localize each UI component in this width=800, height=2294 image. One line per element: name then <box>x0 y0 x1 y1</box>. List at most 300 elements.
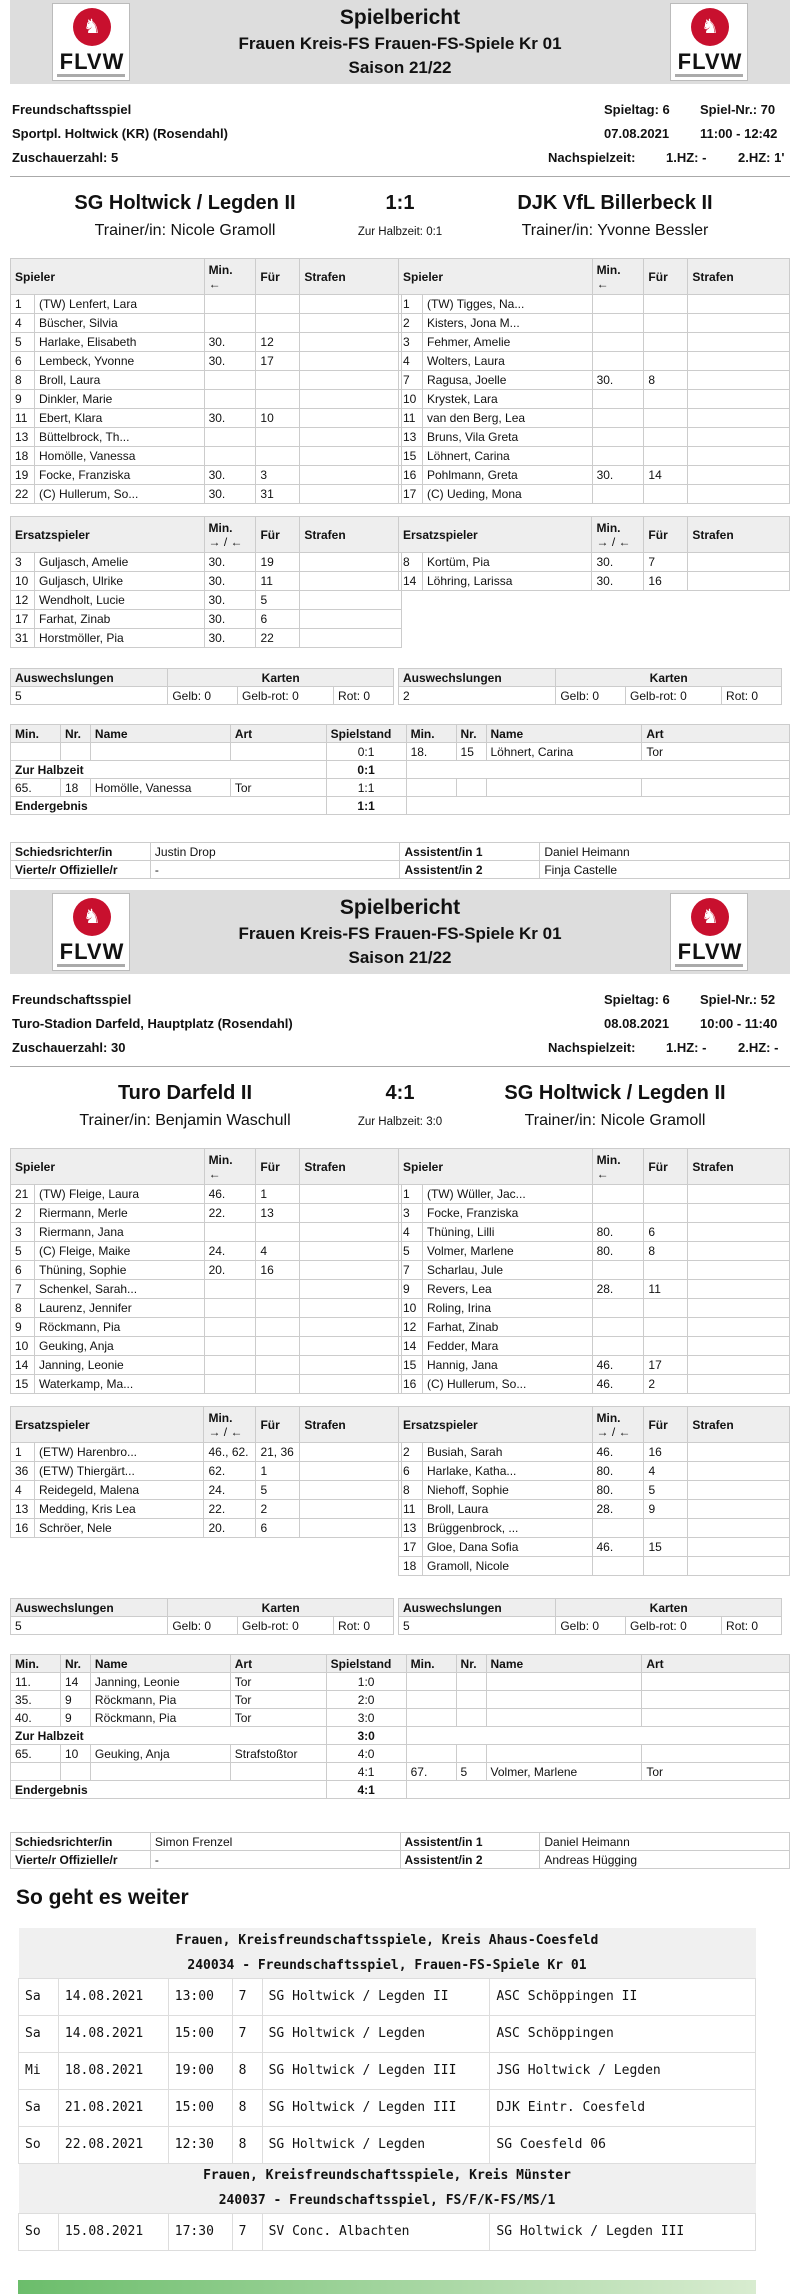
player-fuer <box>644 1261 688 1280</box>
player-name: (TW) Fleige, Laura <box>34 1185 204 1204</box>
table-row <box>11 610 402 629</box>
fixture-date: 14.08.2021 <box>58 2015 168 2052</box>
col-player: Ersatzspieler <box>11 1407 204 1443</box>
player-nr: 9 <box>11 390 35 409</box>
table-row <box>399 1242 790 1261</box>
player-min: 62. <box>204 1462 256 1481</box>
away-cards-table <box>398 668 782 705</box>
event-cell: 10 <box>60 1745 90 1763</box>
event-row <box>11 1763 790 1781</box>
table-row <box>399 1337 790 1356</box>
player-nr: 16 <box>399 466 423 485</box>
spiel-nr: Spiel-Nr.: 70 <box>700 102 776 117</box>
nachspielzeit-label: Nachspielzeit: <box>548 1040 636 1055</box>
event-cell <box>230 743 326 761</box>
event-empty <box>406 1781 789 1799</box>
col-penalties: Strafen <box>688 1407 790 1443</box>
col-penalties: Strafen <box>300 1407 402 1443</box>
player-fuer <box>644 1337 688 1356</box>
player-penalty <box>300 295 402 314</box>
table-row <box>11 1617 394 1635</box>
fixture-row[interactable] <box>19 1978 756 2015</box>
col-minute-label: Min. <box>596 262 621 277</box>
event-cell: 67. <box>406 1763 456 1781</box>
player-name: Büscher, Silvia <box>34 314 204 333</box>
player-nr: 16 <box>399 1375 423 1394</box>
table-row <box>399 466 790 485</box>
player-min <box>204 1375 256 1394</box>
event-cell <box>642 1745 790 1763</box>
event-label: Endergebnis <box>11 797 327 815</box>
table-row <box>11 1519 402 1538</box>
event-cell: 18 <box>60 779 90 797</box>
competition-name: 240037 - Freundschaftsspiel, FS/F/K-FS/MS/1 <box>19 2188 756 2213</box>
col-minute-label: Min. <box>596 1152 621 1167</box>
event-cell <box>406 779 456 797</box>
competition-header <box>19 1928 756 1953</box>
player-min: 80. <box>592 1242 644 1261</box>
official-name: Daniel Heimann <box>540 1833 790 1851</box>
col-auswechslungen: Auswechslungen <box>11 1599 168 1617</box>
event-label: Zur Halbzeit <box>11 1727 327 1745</box>
table-row <box>11 629 402 648</box>
fixture-row[interactable] <box>19 2126 756 2163</box>
event-score: 3:0 <box>326 1727 406 1745</box>
player-fuer <box>256 1356 300 1375</box>
player-fuer: 8 <box>644 371 688 390</box>
player-nr: 13 <box>399 1519 423 1538</box>
schedule-table <box>18 1928 756 2251</box>
officials-row <box>11 861 790 879</box>
player-fuer <box>644 295 688 314</box>
player-fuer: 2 <box>256 1500 300 1519</box>
season: Saison 21/22 <box>348 948 452 967</box>
home-cards-table <box>10 1598 394 1635</box>
table-row <box>399 553 790 572</box>
fixture-home: SG Holtwick / Legden <box>262 2015 490 2052</box>
player-fuer: 16 <box>256 1261 300 1280</box>
col-minute-label: Min. <box>596 1410 621 1425</box>
event-row <box>11 1745 790 1763</box>
event-cell <box>642 779 790 797</box>
player-penalty <box>300 1375 402 1394</box>
events-col: Name <box>90 1655 230 1673</box>
player-min: 24. <box>204 1481 256 1500</box>
player-nr: 14 <box>399 572 423 591</box>
table-header <box>11 259 402 295</box>
match-date: 08.08.2021 <box>604 1016 670 1031</box>
event-cell <box>456 779 486 797</box>
logo-text: FLVW <box>59 939 125 964</box>
event-cell: Röckmann, Pia <box>90 1709 230 1727</box>
event-score: 4:1 <box>326 1781 406 1799</box>
table-header <box>11 669 394 687</box>
red-cards: Rot: 0 <box>722 687 782 705</box>
player-nr: 4 <box>11 1481 35 1500</box>
player-name: Fehmer, Amelie <box>422 333 592 352</box>
player-min: 28. <box>592 1280 644 1299</box>
event-cell: 35. <box>11 1691 61 1709</box>
player-min <box>592 390 644 409</box>
player-penalty <box>300 629 402 648</box>
player-nr: 10 <box>399 390 423 409</box>
events-col: Nr. <box>456 1655 486 1673</box>
player-penalty <box>300 333 402 352</box>
col-minute <box>592 259 644 295</box>
player-fuer: 12 <box>256 333 300 352</box>
table-row <box>399 295 790 314</box>
fixture-away: JSG Holtwick / Legden <box>490 2052 756 2089</box>
player-penalty <box>688 1337 790 1356</box>
player-fuer <box>256 1318 300 1337</box>
player-min <box>204 390 256 409</box>
player-fuer: 10 <box>256 409 300 428</box>
player-min <box>592 1519 644 1538</box>
fixture-weekday: Sa <box>19 2015 59 2052</box>
player-penalty <box>688 1356 790 1375</box>
player-penalty <box>688 1500 790 1519</box>
col-penalties: Strafen <box>688 259 790 295</box>
player-name: Broll, Laura <box>422 1500 592 1519</box>
fixture-round: 8 <box>232 2089 262 2126</box>
schedule-block <box>18 1928 756 2251</box>
match-type: Freundschaftsspiel <box>12 992 132 1007</box>
table-row <box>399 1557 790 1576</box>
player-name: Brüggenbrock, ... <box>422 1519 592 1538</box>
player-nr: 8 <box>11 371 35 390</box>
col-minute-label: Min. <box>596 520 621 535</box>
player-nr: 10 <box>11 1337 35 1356</box>
player-name: Lembeck, Yvonne <box>34 352 204 371</box>
score: 1:1 <box>385 192 415 214</box>
player-name: Löhring, Larissa <box>422 572 592 591</box>
event-cell <box>642 1691 790 1709</box>
player-fuer: 7 <box>644 553 688 572</box>
official-name: Justin Drop <box>150 843 400 861</box>
player-name: (ETW) Harenbro... <box>34 1443 203 1462</box>
fixture-round: 8 <box>232 2052 262 2089</box>
col-cards: Karten <box>556 669 782 687</box>
player-min: 80. <box>592 1481 644 1500</box>
player-name: Farhat, Zinab <box>422 1318 592 1337</box>
player-fuer <box>256 447 300 466</box>
player-fuer: 17 <box>644 1356 688 1375</box>
fixture-row[interactable] <box>19 2015 756 2052</box>
event-cell <box>456 1691 486 1709</box>
col-minute <box>204 1407 256 1443</box>
player-nr: 14 <box>399 1337 423 1356</box>
player-min: 24. <box>204 1242 256 1261</box>
player-penalty <box>688 1299 790 1318</box>
player-penalty <box>688 1204 790 1223</box>
event-cell: Tor <box>230 779 326 797</box>
officials-table <box>10 1832 790 1869</box>
player-fuer <box>644 333 688 352</box>
fixture-home: SG Holtwick / Legden II <box>262 1978 490 2015</box>
player-penalty <box>688 1519 790 1538</box>
player-fuer <box>644 428 688 447</box>
player-penalty <box>300 1318 402 1337</box>
yellow-cards: Gelb: 0 <box>556 1617 626 1635</box>
player-nr: 1 <box>11 295 35 314</box>
player-min: 20. <box>204 1261 256 1280</box>
player-min: 46. <box>592 1538 644 1557</box>
events-col: Min. <box>11 1655 61 1673</box>
player-penalty <box>688 295 790 314</box>
player-penalty <box>688 390 790 409</box>
table-row <box>11 1299 402 1318</box>
col-minute-label: Min. <box>208 520 233 535</box>
player-fuer: 5 <box>256 591 300 610</box>
player-nr: 6 <box>11 352 35 371</box>
away-team: SG Holtwick / Legden II <box>504 1082 726 1104</box>
player-penalty <box>300 591 402 610</box>
player-min <box>592 1185 644 1204</box>
table-row <box>11 1261 402 1280</box>
fixture-time: 19:00 <box>168 2052 232 2089</box>
table-row <box>11 1242 402 1261</box>
events-col: Name <box>486 1655 642 1673</box>
player-name: (ETW) Thiergärt... <box>34 1462 203 1481</box>
player-penalty <box>688 428 790 447</box>
player-penalty <box>688 1538 790 1557</box>
col-minute <box>204 259 256 295</box>
player-min: 30. <box>592 572 644 591</box>
match-time: 11:00 - 12:42 <box>700 126 778 141</box>
event-cell <box>406 1745 456 1763</box>
fixture-weekday: Sa <box>19 1978 59 2015</box>
table-row <box>399 447 790 466</box>
event-cell <box>486 779 642 797</box>
flvw-logo <box>670 893 748 971</box>
fixture-row[interactable] <box>19 2089 756 2126</box>
player-name: (TW) Lenfert, Lara <box>34 295 204 314</box>
col-auswechslungen: Auswechslungen <box>399 669 556 687</box>
player-penalty <box>688 1280 790 1299</box>
event-empty <box>406 1727 789 1745</box>
player-name: Wendholt, Lucie <box>34 591 204 610</box>
col-minute <box>592 1149 644 1185</box>
player-min: 30. <box>204 629 256 648</box>
table-row <box>399 1481 790 1500</box>
event-row <box>11 761 790 779</box>
table-row <box>399 1318 790 1337</box>
table-row <box>11 1185 402 1204</box>
player-name: Ebert, Klara <box>34 409 204 428</box>
official-name: - <box>150 1851 400 1869</box>
player-fuer <box>644 1318 688 1337</box>
player-fuer: 19 <box>256 553 300 572</box>
table-row <box>399 485 790 504</box>
player-name: Roling, Irina <box>422 1299 592 1318</box>
event-cell: 9 <box>60 1691 90 1709</box>
player-fuer <box>256 1375 300 1394</box>
player-min: 30. <box>204 485 256 504</box>
officials-row <box>11 1833 790 1851</box>
table-row <box>11 1223 402 1242</box>
col-for: Für <box>256 259 300 295</box>
player-name: Guljasch, Amelie <box>34 553 204 572</box>
logo-text: FLVW <box>677 939 743 964</box>
event-cell: 3:0 <box>326 1709 406 1727</box>
event-cell <box>90 1763 230 1781</box>
divider <box>10 176 790 177</box>
player-nr: 2 <box>11 1204 35 1223</box>
event-cell: 4:1 <box>326 1763 406 1781</box>
col-minute <box>204 517 256 553</box>
player-fuer: 6 <box>256 1519 300 1538</box>
event-cell <box>11 1763 61 1781</box>
player-nr: 13 <box>11 1500 35 1519</box>
player-nr: 17 <box>399 1538 423 1557</box>
player-name: Fedder, Mara <box>422 1337 592 1356</box>
table-row <box>399 1462 790 1481</box>
player-min: 28. <box>592 1500 644 1519</box>
away-cards-table <box>398 1598 782 1635</box>
table-row <box>11 687 394 705</box>
col-auswechslungen: Auswechslungen <box>399 1599 556 1617</box>
halftime1-extra: 1.HZ: - <box>666 1040 707 1055</box>
event-cell: Volmer, Marlene <box>486 1763 642 1781</box>
col-auswechslungen: Auswechslungen <box>11 669 168 687</box>
official-role: Vierte/r Offizielle/r <box>11 1851 151 1869</box>
table-row <box>399 1299 790 1318</box>
player-penalty <box>300 1356 402 1375</box>
subs-count: 5 <box>399 1617 556 1635</box>
fixture-row[interactable] <box>19 2213 756 2250</box>
player-fuer: 17 <box>256 352 300 371</box>
horse-icon: ♞ <box>701 14 719 38</box>
col-minute-arrow: ← <box>596 276 609 291</box>
event-cell <box>90 743 230 761</box>
event-label: Zur Halbzeit <box>11 761 327 779</box>
player-name: Pohlmann, Greta <box>422 466 592 485</box>
competition-name: Frauen, Kreisfreundschaftsspiele, Kreis Münster <box>19 2163 756 2188</box>
logo-divider <box>675 964 743 967</box>
event-cell <box>230 1763 326 1781</box>
col-minute <box>592 1407 644 1443</box>
player-name: Focke, Franziska <box>34 466 204 485</box>
player-name: Thüning, Lilli <box>422 1223 592 1242</box>
away-subs-table <box>398 1406 790 1576</box>
col-for: Für <box>256 1407 300 1443</box>
horse-icon: ♞ <box>83 904 101 928</box>
home-team: SG Holtwick / Legden II <box>74 192 296 214</box>
player-penalty <box>688 1557 790 1576</box>
horse-icon: ♞ <box>83 14 101 38</box>
fixture-round: 7 <box>232 2213 262 2250</box>
player-penalty <box>688 371 790 390</box>
table-row <box>11 485 402 504</box>
player-fuer: 11 <box>644 1280 688 1299</box>
player-name: Niehoff, Sophie <box>422 1481 592 1500</box>
player-fuer <box>256 371 300 390</box>
player-penalty <box>688 1185 790 1204</box>
home-trainer: Trainer/in: Benjamin Waschull <box>79 1112 291 1129</box>
table-row <box>399 1280 790 1299</box>
player-min <box>204 1223 256 1242</box>
divider <box>10 1066 790 1067</box>
player-penalty <box>300 314 402 333</box>
event-row <box>11 779 790 797</box>
player-min <box>592 333 644 352</box>
fixture-away: SG Coesfeld 06 <box>490 2126 756 2163</box>
player-min: 30. <box>204 352 256 371</box>
col-minute-label: Min. <box>208 262 233 277</box>
event-cell <box>486 1709 642 1727</box>
player-name: Horstmöller, Pia <box>34 629 204 648</box>
player-name: Schröer, Nele <box>34 1519 203 1538</box>
horse-icon: ♞ <box>701 904 719 928</box>
player-name: Röckmann, Pia <box>34 1318 204 1337</box>
col-for: Für <box>644 517 688 553</box>
red-cards: Rot: 0 <box>334 1617 394 1635</box>
player-fuer <box>256 428 300 447</box>
player-min: 30. <box>204 409 256 428</box>
col-minute-arrow: ← <box>208 276 221 291</box>
halftime2-extra: 2.HZ: - <box>738 1040 779 1055</box>
player-penalty <box>688 447 790 466</box>
player-penalty <box>688 1242 790 1261</box>
home-lineup-table <box>10 1148 402 1394</box>
events-table <box>10 1654 790 1799</box>
col-minute-arrow: → / ← <box>596 1424 631 1439</box>
events-table <box>10 724 790 815</box>
player-nr: 3 <box>11 1223 35 1242</box>
player-nr: 2 <box>399 1443 423 1462</box>
table-header <box>11 1655 790 1673</box>
fixture-row[interactable] <box>19 2052 756 2089</box>
event-row <box>11 1691 790 1709</box>
event-cell <box>456 1745 486 1763</box>
player-nr: 13 <box>399 428 423 447</box>
player-min <box>592 314 644 333</box>
player-nr: 7 <box>399 371 423 390</box>
table-row <box>11 314 402 333</box>
player-name: Schenkel, Sarah... <box>34 1280 204 1299</box>
fixture-weekday: Mi <box>19 2052 59 2089</box>
player-fuer <box>644 1519 688 1538</box>
event-cell: 14 <box>60 1673 90 1691</box>
player-fuer: 5 <box>644 1481 688 1500</box>
col-cards: Karten <box>168 1599 394 1617</box>
player-nr: 3 <box>399 333 423 352</box>
events-col: Spielstand <box>326 1655 406 1673</box>
events-col: Min. <box>11 725 61 743</box>
player-nr: 5 <box>11 1242 35 1261</box>
player-nr: 19 <box>11 466 35 485</box>
flvw-logo <box>52 893 130 971</box>
player-fuer <box>644 485 688 504</box>
player-min <box>592 1261 644 1280</box>
table-row <box>11 371 402 390</box>
player-fuer <box>644 1557 688 1576</box>
player-fuer: 1 <box>256 1185 300 1204</box>
events-col: Art <box>230 1655 326 1673</box>
yellow-red-cards: Gelb-rot: 0 <box>238 687 334 705</box>
match-date: 07.08.2021 <box>604 126 670 141</box>
player-fuer: 22 <box>256 629 300 648</box>
player-penalty <box>300 466 402 485</box>
table-row <box>399 1204 790 1223</box>
event-cell <box>486 1673 642 1691</box>
player-penalty <box>688 1481 790 1500</box>
player-fuer: 4 <box>644 1462 688 1481</box>
player-nr: 18 <box>11 447 35 466</box>
event-cell: 1:0 <box>326 1673 406 1691</box>
score: 4:1 <box>385 1082 415 1104</box>
event-cell: 4:0 <box>326 1745 406 1763</box>
